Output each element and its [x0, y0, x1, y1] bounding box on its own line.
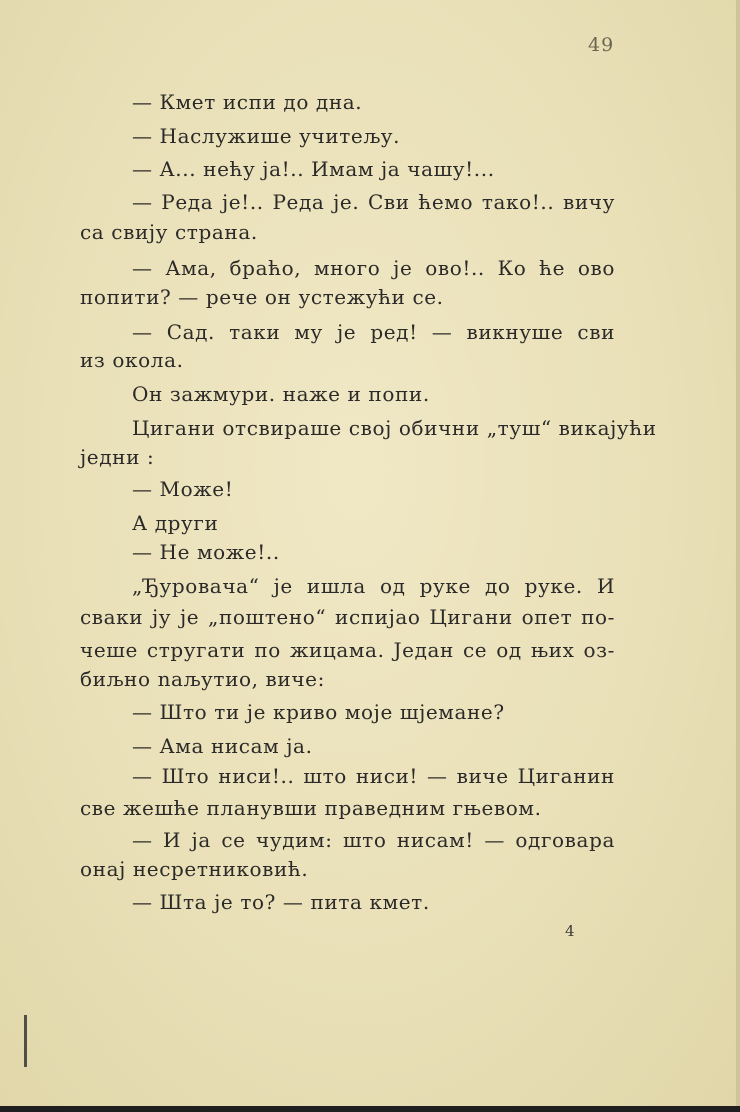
- text-line: — А... нећу ја!.. Имам ја чашу!...: [132, 157, 495, 181]
- text-line: Цигани отсвираше свој обични „туш“ викајући: [132, 416, 657, 440]
- text-line: сваки ју је „поштено“ испијао Цигани опет по-: [80, 605, 615, 629]
- text-line: — Може!: [132, 477, 234, 501]
- text-line: — Наслужише учитељу.: [132, 124, 401, 148]
- text-line: — Ама, браћо, много је ово!.. Ко ће ово: [132, 256, 615, 280]
- text-line: — Не може!..: [132, 540, 280, 564]
- text-line: — Шта је то? — пита кмет.: [132, 890, 430, 914]
- text-line: са свију страна.: [80, 220, 258, 244]
- text-line: чеше стругати по жицама. Један се од њих оз-: [80, 638, 615, 662]
- text-line: једни :: [80, 445, 155, 469]
- margin-mark: [24, 1015, 27, 1067]
- text-line: све жешће планувши праведним гњевом.: [80, 796, 542, 820]
- text-line: — Реда је!.. Реда је. Сви ћемо тако!.. вичу: [132, 190, 615, 214]
- text-line: — Кмет испи до дна.: [132, 90, 363, 114]
- page-edge: [736, 0, 740, 1112]
- text-line: — Што ти је криво моје шјемане?: [132, 700, 505, 724]
- text-line: — И ја се чудим: што нисам! — одговара: [132, 828, 615, 852]
- text-line: — Ама нисам ја.: [132, 734, 313, 758]
- scan-border: [0, 1106, 740, 1112]
- text-line: онај несретниковић.: [80, 857, 309, 881]
- text-line: из окола.: [80, 348, 184, 372]
- signature-mark: 4: [565, 922, 575, 940]
- text-line: — Сад. таки му је ред! — викнуше сви: [132, 320, 615, 344]
- text-line: „Ђуровача“ је ишла од руке до руке. И: [132, 574, 615, 598]
- text-line: биљно naљутио, виче:: [80, 667, 325, 691]
- text-line: — Што ниси!.. што ниси! — виче Циганин: [132, 764, 615, 788]
- text-line: попити? — рече он устежући се.: [80, 285, 444, 309]
- page-number: 49: [588, 34, 615, 56]
- text-line: А други: [132, 511, 219, 535]
- text-line: Он зажмури. наже и попи.: [132, 382, 430, 406]
